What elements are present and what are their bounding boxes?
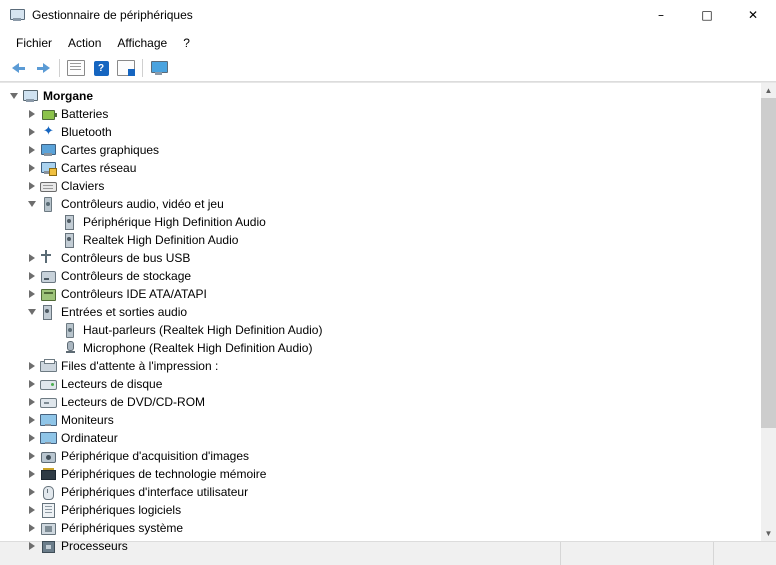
speaker-device-icon [62,322,78,338]
keyboard-icon [40,178,56,194]
toolbar [0,55,776,82]
minimize-icon: – [658,8,664,22]
chevron-right-icon[interactable] [24,519,40,537]
arrow-right-icon [37,63,50,73]
storage-controller-icon [40,268,56,284]
tree-node-label: Morgane [43,89,94,103]
window-title: Gestionnaire de périphériques [32,8,193,22]
tree-node-label: Processeurs [61,539,128,553]
chevron-right-icon[interactable] [24,123,40,141]
menu-bar [0,31,776,55]
scroll-up-button[interactable]: ▲ [761,83,776,98]
tree-node-label: Contrôleurs IDE ATA/ATAPI [61,287,207,301]
menu-aide[interactable]: ? [183,36,190,50]
tree-node-label: Contrôleurs audio, vidéo et jeu [61,197,224,211]
tree-node-label: Haut-parleurs (Realtek High Definition Audio) [83,323,323,337]
tree-row-display-adapters[interactable] [0,141,760,159]
tree-row-hd-audio-device[interactable] [0,213,760,231]
tree-node-label: Entrées et sorties audio [61,305,188,319]
tree-row-speakers[interactable] [0,321,760,339]
chevron-right-icon[interactable] [24,411,40,429]
tree-node-label: Microphone (Realtek High Definition Audio) [83,341,313,355]
device-tree[interactable] [0,83,760,553]
tree-row-dvd-cd-drives[interactable] [0,393,760,411]
scrollbar-track[interactable] [761,98,776,526]
tree-node-label: Files d'attente à l'impression : [61,359,219,373]
vertical-scrollbar[interactable] [760,83,776,541]
chevron-right-icon[interactable] [24,177,40,195]
chevron-right-icon[interactable] [24,447,40,465]
tree-node-label: Contrôleurs de bus USB [61,251,191,265]
tree-node-label: Périphériques système [61,521,184,535]
tree-row-keyboards[interactable] [0,177,760,195]
help-button[interactable] [89,57,113,79]
back-button[interactable] [6,57,30,79]
scrollbar-thumb[interactable] [761,98,776,428]
tree-node-label: Lecteurs de DVD/CD-ROM [61,395,206,409]
chevron-right-icon[interactable] [24,159,40,177]
tree-node-label: Périphériques d'interface utilisateur [61,485,249,499]
chevron-right-icon[interactable] [24,141,40,159]
list-icon [67,60,85,76]
toolbar-separator-2 [142,59,143,77]
tree-row-imaging-devices[interactable] [0,447,760,465]
chevron-right-icon[interactable] [24,357,40,375]
microphone-icon [62,340,78,356]
tree-node-label: Realtek High Definition Audio [83,233,239,247]
properties-icon [117,60,135,76]
chevron-right-icon[interactable] [24,267,40,285]
computer-icon [40,430,56,446]
hid-icon [40,484,56,500]
tree-node-label: Moniteurs [61,413,114,427]
chevron-right-icon[interactable] [24,249,40,267]
tree-row-usb-controllers[interactable] [0,249,760,267]
tree-row-realtek-hd-audio[interactable] [0,231,760,249]
window-controls [638,0,776,30]
title-bar [0,0,776,31]
tree-node-label: Périphérique High Definition Audio [83,215,266,229]
tree-row-monitors[interactable] [0,411,760,429]
close-icon: ✕ [747,8,759,22]
tree-row-processors[interactable] [0,537,760,555]
computer-icon [22,88,38,104]
tree-row-system-devices[interactable] [0,519,760,537]
arrow-left-icon [12,63,25,73]
tree-node-label: Lecteurs de disque [61,377,163,391]
chevron-right-icon[interactable] [24,429,40,447]
speaker-icon [40,196,56,212]
tree-row-network-adapters[interactable] [0,159,760,177]
processor-icon [40,538,56,554]
device-manager-icon [9,7,25,23]
tree-node-label: Périphérique d'acquisition d'images [61,449,250,463]
help-icon: ? [94,61,109,76]
tree-row-microphone[interactable] [0,339,760,357]
dvd-drive-icon [40,394,56,410]
tree-row-hid-devices[interactable] [0,483,760,501]
imaging-device-icon [40,448,56,464]
chevron-right-icon[interactable] [24,501,40,519]
battery-icon [40,106,56,122]
chevron-down-icon[interactable] [24,195,40,213]
tree-node-label: Ordinateur [61,431,118,445]
menu-action[interactable]: Action [68,36,102,50]
chevron-right-icon[interactable] [24,105,40,123]
memory-device-icon [40,466,56,482]
show-hide-console-tree-button[interactable] [64,57,88,79]
monitor-icon [150,61,168,75]
maximize-icon: □ [701,8,713,22]
audio-device-icon [62,214,78,230]
scroll-down-button[interactable]: ▼ [761,526,776,541]
maximize-button[interactable] [684,0,730,30]
chevron-down-icon[interactable] [6,87,22,105]
tree-row-bluetooth[interactable] [0,123,760,141]
audio-device-icon [62,232,78,248]
tree-row-computer[interactable] [0,429,760,447]
tree-row-software-devices[interactable] [0,501,760,519]
tree-node-label: Bluetooth [61,125,112,139]
tree-row-audio-video-game-controllers[interactable] [0,195,760,213]
bluetooth-icon: ✦ [43,124,54,139]
disk-drive-icon [40,376,56,392]
usb-icon [40,250,56,266]
display-adapter-icon [40,142,56,158]
chevron-right-icon[interactable] [24,375,40,393]
tree-row-disk-drives[interactable] [0,375,760,393]
tree-row-root[interactable] [0,87,760,105]
tree-row-batteries[interactable] [0,105,760,123]
tree-row-storage-controllers[interactable] [0,267,760,285]
software-device-icon [40,502,56,518]
monitor-icon [40,412,56,428]
tree-row-print-queues[interactable] [0,357,760,375]
audio-io-icon [40,304,56,320]
chevron-right-icon[interactable] [24,465,40,483]
chevron-right-icon[interactable] [24,537,40,555]
content-area [0,82,776,553]
ide-controller-icon [40,286,56,302]
tree-node-label: Claviers [61,179,105,193]
tree-node-label: Cartes réseau [61,161,137,175]
network-adapter-icon [40,160,56,176]
tree-node-label: Batteries [61,107,109,121]
toolbar-separator [59,59,60,77]
close-button[interactable] [730,0,776,30]
tree-row-ide-controllers[interactable] [0,285,760,303]
chevron-down-icon[interactable] [24,303,40,321]
tree-row-audio-inputs-outputs[interactable] [0,303,760,321]
tree-node-label: Contrôleurs de stockage [61,269,192,283]
printer-icon [40,358,56,374]
tree-row-memory-technology-devices[interactable] [0,465,760,483]
minimize-button[interactable] [638,0,684,30]
menu-affichage[interactable]: Affichage [117,36,168,50]
forward-button[interactable] [31,57,55,79]
tree-node-label: Cartes graphiques [61,143,160,157]
menu-fichier[interactable]: Fichier [16,36,53,50]
tree-node-label: Périphériques de technologie mémoire [61,467,267,481]
scan-hardware-changes-button[interactable] [147,57,171,79]
chevron-right-icon[interactable] [24,483,40,501]
chevron-right-icon[interactable] [24,393,40,411]
tree-node-label: Périphériques logiciels [61,503,182,517]
system-device-icon [40,520,56,536]
chevron-right-icon[interactable] [24,285,40,303]
properties-button[interactable] [114,57,138,79]
